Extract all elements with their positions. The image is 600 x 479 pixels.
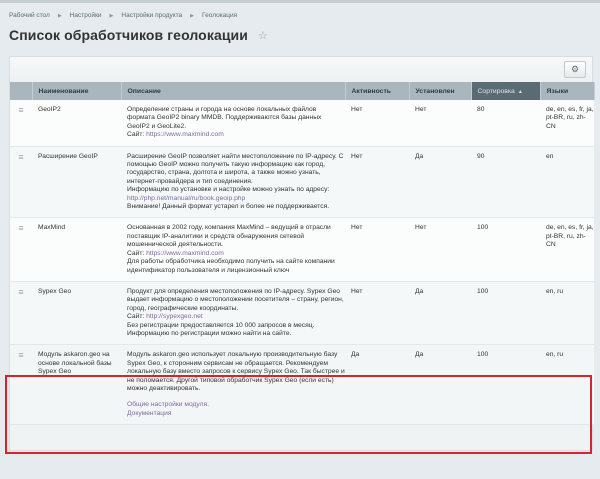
site-link[interactable]: http://sypexgeo.net	[146, 313, 203, 321]
breadcrumb-product-settings[interactable]: Настройки продукта	[121, 12, 183, 19]
column-installed[interactable]: Установлен	[409, 82, 471, 100]
handler-name: Sypex Geo	[32, 281, 121, 344]
site-link[interactable]: https://www.maxmind.com	[146, 131, 224, 139]
column-description[interactable]: Описание	[121, 82, 345, 100]
active-value: Нет	[345, 281, 409, 344]
handler-description: Продукт для определения местоположения по IP-адресу. Sypex Geo выдает информацию о местоположении посетителя – страну, регион, город, географические координаты. Сайт: http://sypexgeo.net Без регистрации предоставляется 10 000 запросов в месяц. Информацию по регистрации можно найти на сайте.	[121, 281, 345, 344]
column-active[interactable]: Активность	[345, 82, 409, 100]
handler-description: Модуль askaron.geo использует локальную производительную базу Sypex Geo, к сторонним сервисам не обращается. Рекомендуем локальную базу вместо запросов к сервису Sypex Geo. Так быстрее и не поломается. Другой типовой обработчик Sypex Geo (если есть) можно деактивировать. Общие настройки модуля. Документация	[121, 345, 345, 425]
drag-handle-icon[interactable]: ≡	[10, 345, 32, 425]
table-row[interactable]	[10, 281, 594, 344]
site-link[interactable]: https://www.maxmind.com	[146, 249, 224, 257]
handler-name: Расширение GeoIP	[32, 146, 121, 218]
drag-handle-icon[interactable]: ≡	[10, 218, 32, 281]
drag-handle-icon[interactable]: ≡	[10, 146, 32, 218]
breadcrumb-desktop[interactable]: Рабочий стол	[9, 12, 50, 19]
sort-value: 100	[471, 345, 540, 425]
languages-value: en	[540, 146, 594, 218]
column-languages[interactable]: Языки	[540, 82, 594, 100]
module-settings-link[interactable]: Общие настройки модуля.	[127, 401, 210, 409]
handler-name: MaxMind	[32, 218, 121, 281]
settings-button[interactable]	[564, 61, 586, 78]
gear-icon: ⚙	[570, 64, 580, 74]
sort-value: 80	[471, 100, 540, 146]
table-row[interactable]	[10, 100, 594, 146]
column-sort-label: Сортировка	[477, 87, 515, 95]
drag-handle-icon[interactable]: ≡	[10, 100, 32, 146]
active-value: Да	[345, 345, 409, 425]
top-bar	[0, 0, 600, 3]
handlers-panel	[9, 56, 593, 451]
handler-name: GeoIP2	[32, 100, 121, 146]
sort-value: 100	[471, 218, 540, 281]
site-link[interactable]: http://php.net/manual/ru/book.geoip.php	[127, 194, 246, 202]
sort-value: 100	[471, 281, 540, 344]
breadcrumb	[9, 12, 237, 19]
chevron-right-icon: ▶	[57, 12, 62, 19]
documentation-link[interactable]: Документация	[127, 409, 172, 417]
list-toolbar	[10, 57, 592, 82]
handler-description: Основанная в 2002 году, компания MaxMind – ведущий в отрасли поставщик IP-аналитики и средств обнаружения сетевой мошеннической деятельности. Сайт: https://www.maxmind.com Для работы обработчика необходимо получить на сайте компании идентификатор пользователя и лицензионный ключ	[121, 218, 345, 281]
languages-value: de, en, es, fr, ja, pt-BR, ru, zh-CN	[540, 100, 594, 146]
star-icon[interactable]: ☆	[257, 29, 268, 42]
installed-value: Да	[409, 345, 471, 425]
column-name[interactable]: Наименование	[32, 82, 121, 100]
page-title: Список обработчиков геолокации	[9, 27, 248, 43]
active-value: Нет	[345, 218, 409, 281]
installed-value: Да	[409, 281, 471, 344]
active-value: Нет	[345, 146, 409, 218]
languages-value: en, ru	[540, 281, 594, 344]
table-row[interactable]	[10, 218, 594, 281]
chevron-right-icon: ▶	[109, 12, 114, 19]
table-row[interactable]	[10, 146, 594, 218]
breadcrumb-settings[interactable]: Настройки	[69, 12, 102, 19]
chevron-right-icon: ▶	[190, 12, 195, 19]
breadcrumb-geolocation[interactable]: Геолокация	[202, 12, 238, 19]
table-header	[10, 82, 594, 100]
table-row-highlighted[interactable]	[10, 345, 594, 425]
installed-value: Да	[409, 146, 471, 218]
handlers-table	[10, 82, 595, 425]
installed-value: Нет	[409, 218, 471, 281]
active-value: Нет	[345, 100, 409, 146]
sort-value: 90	[471, 146, 540, 218]
languages-value: de, en, es, fr, ja, pt-BR, ru, zh-CN	[540, 218, 594, 281]
column-sort[interactable]	[471, 82, 540, 100]
handler-description: Определение страны и города на основе локальных файлов формата GeoIP2 binary MMDB. Поддерживаются базы данных GeoIP2 и GeoLite2. Сайт: https://www.maxmind.com	[121, 100, 345, 146]
column-drag	[10, 82, 32, 100]
handler-description: Расширение GeoIP позволяет найти местоположение по IP-адресу. С помощью GeoIP можно получить такую информацию как город, государство, страна, долгота и широта, а также можно узнать, интернет-провайдера и тип соединения. Информацию по установке и настройке можно узнать по адресу: http://php.net/manual/ru/book.geoip.php Внимание! Данный формат устарел и более не поддерживается.	[121, 146, 345, 218]
sort-asc-icon: ▲	[517, 88, 523, 95]
handler-name: Модуль askaron.geo на основе локальной базы Sypex Geo	[32, 345, 121, 425]
installed-value: Нет	[409, 100, 471, 146]
drag-handle-icon[interactable]: ≡	[10, 281, 32, 344]
languages-value: en, ru	[540, 345, 594, 425]
